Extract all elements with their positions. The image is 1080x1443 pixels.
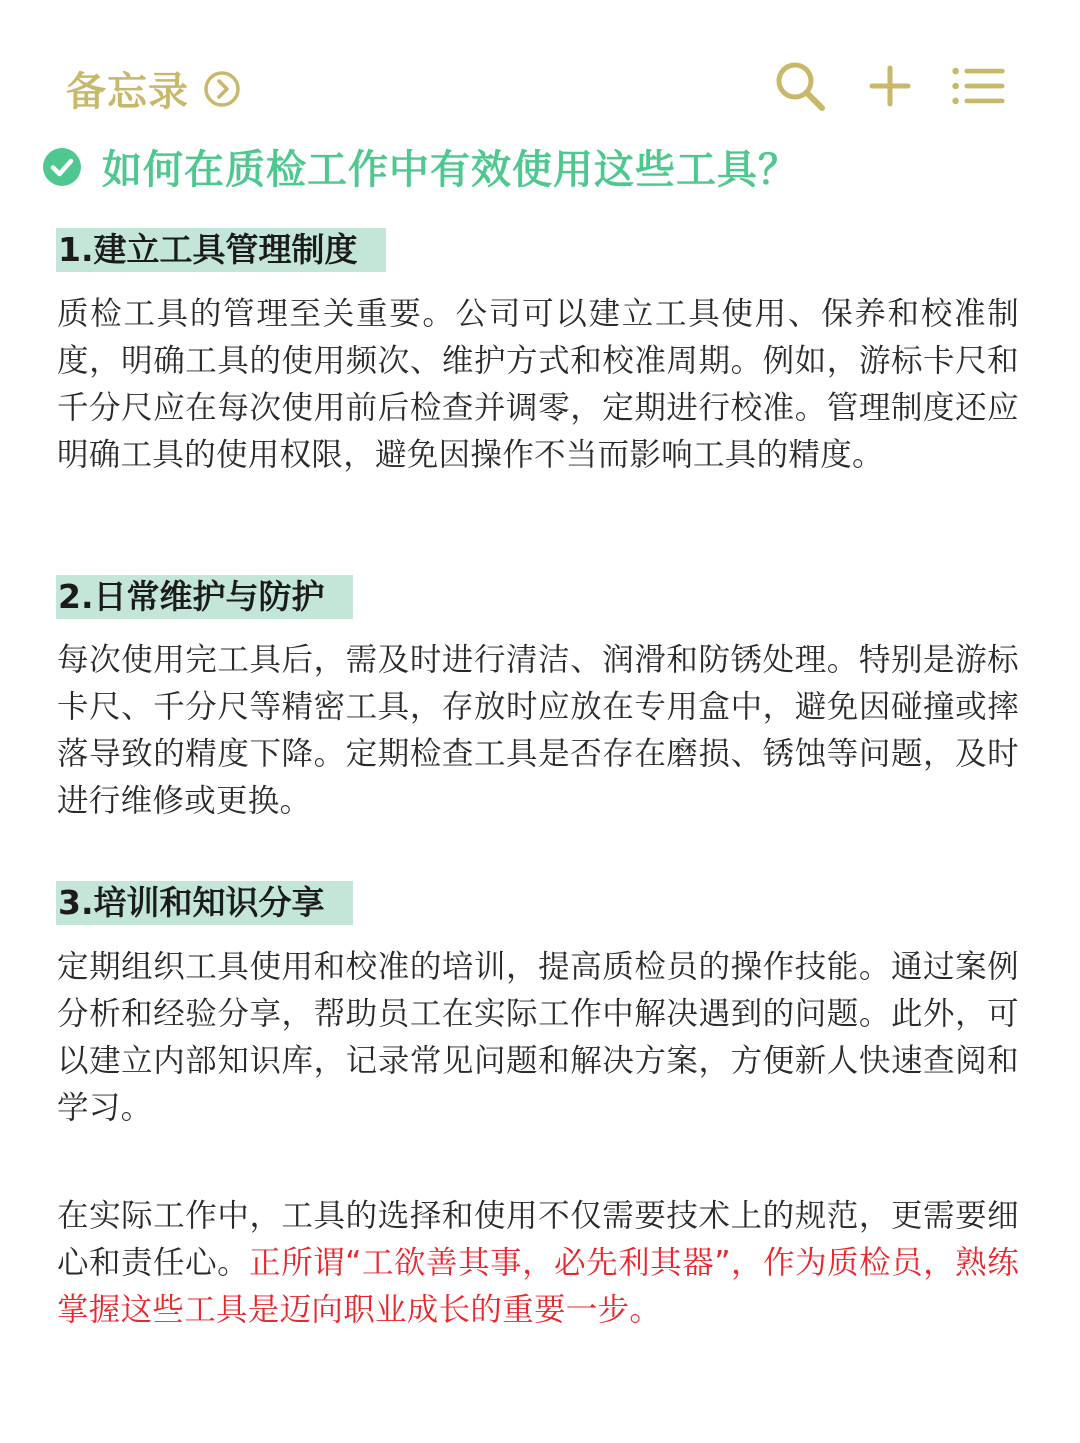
section-body-1: 质检工具的管理至关重要。公司可以建立工具使用、保养和校准制度，明确工具的使用频次、维护方式和校准周期。例如，游标卡尺和千分尺应在每次使用前后检查并调零，定期进行校准。管理制度还应明确工具的使用权限，避免因操作不当而影响工具的精度。 bbox=[57, 296, 1019, 473]
section-body-2: 每次使用完工具后，需及时进行清洁、润滑和防锈处理。特别是游标卡尺、千分尺等精密工具，存放时应放在专用盒中，避免因碰撞或摔落导致的精度下降。定期检查工具是否存在磨损、锈蚀等问题，及时进行维修或更换。 bbox=[57, 642, 1019, 819]
section-body-3: 定期组织工具使用和校准的培训，提高质检员的操作技能。通过案例分析和经验分享，帮助员工在实际工作中解决遇到的问题。此外，可以建立内部知识库，记录常见问题和解决方案，方便新人快速查阅和学习。 bbox=[57, 949, 1019, 1126]
chevron-right-circle-icon bbox=[203, 70, 241, 108]
conclusion-text: 在实际工作中，工具的选择和使用不仅需要技术上的规范，更需要细心和责任心。 bbox=[57, 1198, 1019, 1281]
heading-text: 如何在质检工作中有效使用这些工具？ bbox=[102, 147, 799, 193]
conclusion-highlight: 正所谓“工欲善其事，必先利其器”，作为质检员，熟练掌握这些工具是迈向职业成长的重要一步。 bbox=[57, 1245, 1020, 1328]
back-to-notes[interactable] bbox=[66, 60, 241, 117]
list-menu-icon[interactable] bbox=[950, 58, 1006, 114]
search-icon[interactable] bbox=[772, 58, 828, 114]
section-title-3: 3.培训和知识分享 bbox=[56, 881, 353, 925]
app-title: 备忘录 bbox=[66, 69, 189, 115]
top-bar bbox=[0, 0, 1080, 130]
section-title-1: 1.建立工具管理制度 bbox=[56, 228, 386, 272]
note-heading bbox=[42, 138, 799, 195]
plus-icon[interactable] bbox=[862, 58, 918, 114]
section-title-2: 2.日常维护与防护 bbox=[56, 575, 353, 619]
check-circle-icon bbox=[42, 147, 82, 187]
conclusion-paragraph bbox=[57, 1193, 1019, 1334]
